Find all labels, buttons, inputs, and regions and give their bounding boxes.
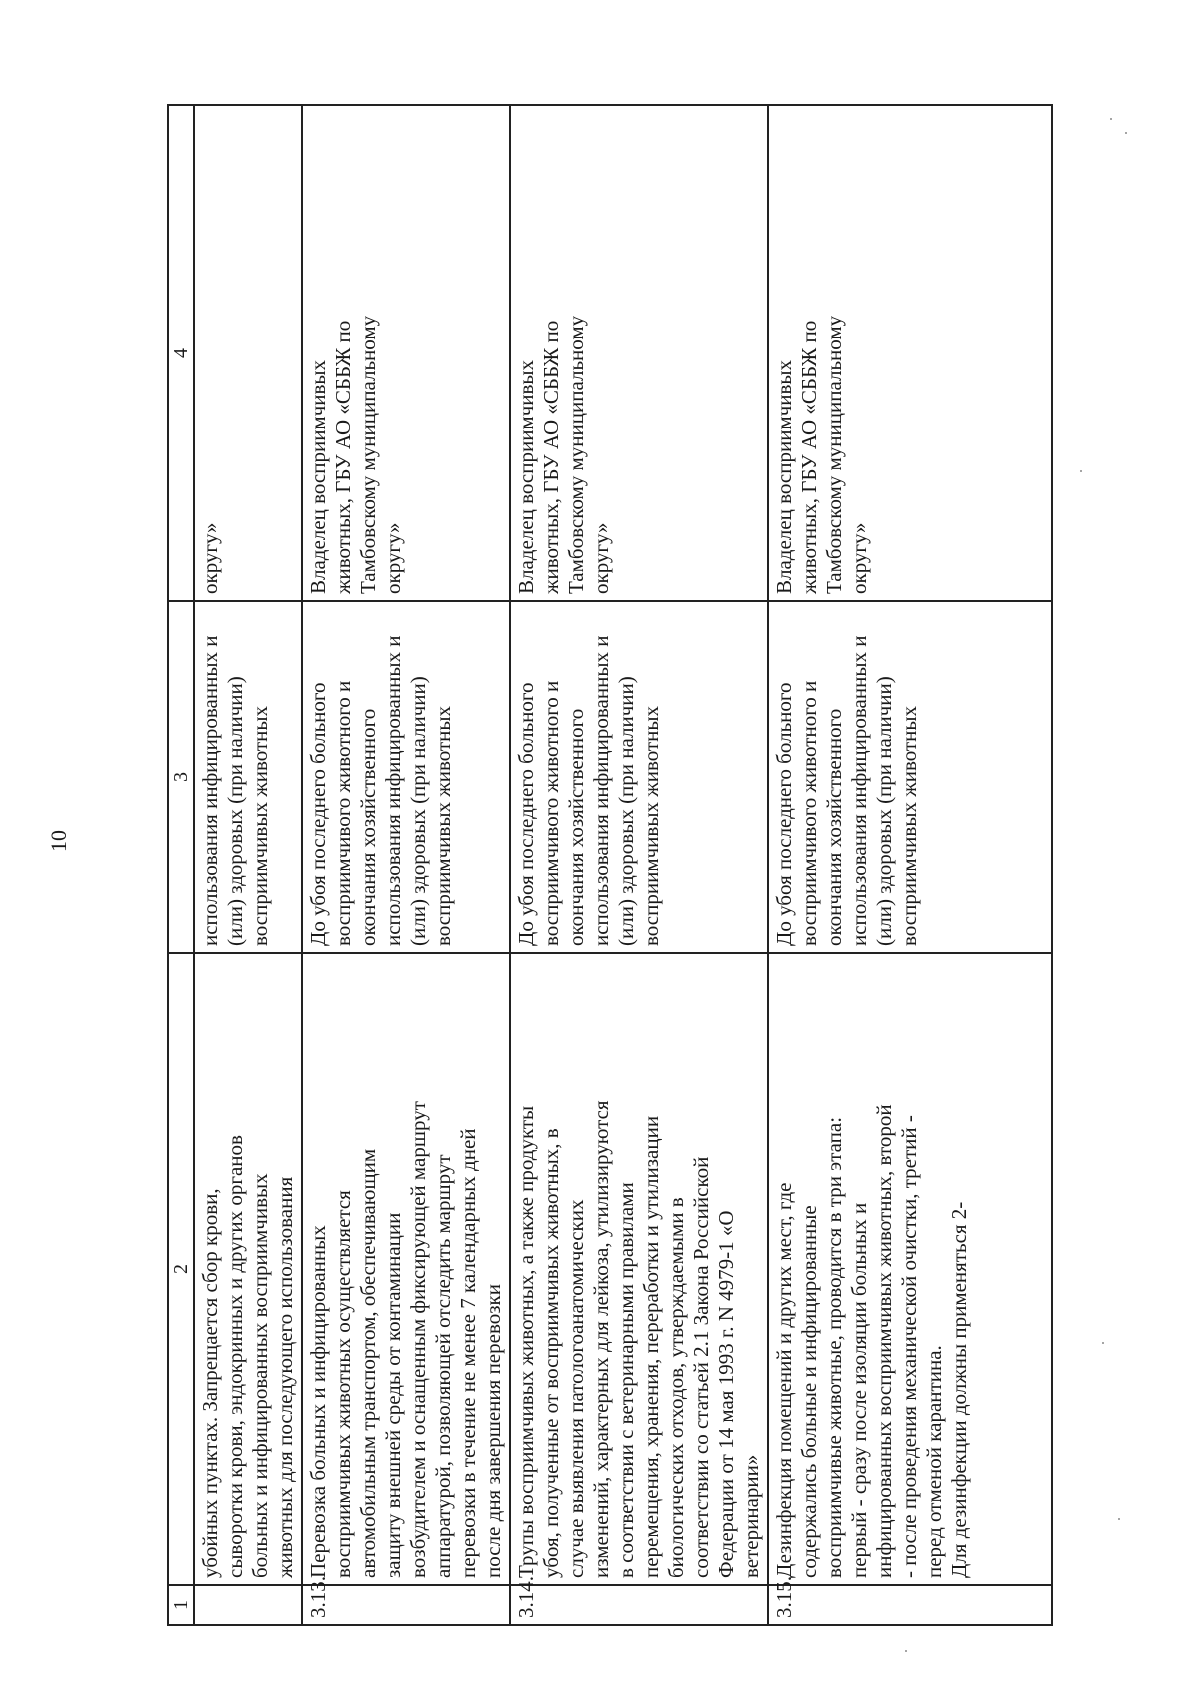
responsible-cell: Владелец восприимчивых животных, ГБУ АО «СББЖ по Тамбовскому муниципальному округу» xyxy=(302,105,510,601)
column-header-4: 4 xyxy=(168,105,194,601)
scan-speck xyxy=(1118,1518,1120,1520)
row-number: 3.15. xyxy=(768,1585,1052,1625)
scan-speck xyxy=(905,1650,907,1652)
page-number: 10 xyxy=(46,830,71,852)
header-row xyxy=(168,105,194,1625)
scan-speck xyxy=(1080,470,1082,472)
scan-speck xyxy=(1110,118,1112,120)
column-header-1: 1 xyxy=(168,1585,194,1625)
responsible-cell: Владелец восприимчивых животных, ГБУ АО «СББЖ по Тамбовскому муниципальному округу» xyxy=(768,105,1052,601)
row-number: 3.14. xyxy=(510,1585,768,1625)
term-cell: До убоя последнего больного восприимчивого животного и окончания хозяйственного использования инфицированных и (или) здоровых (при наличии) восприимчивых животных xyxy=(768,601,1052,953)
term-cell: До убоя последнего больного восприимчивого животного и окончания хозяйственного использования инфицированных и (или) здоровых (при наличии) восприимчивых животных xyxy=(510,601,768,953)
term-cell: До убоя последнего больного восприимчивого животного и окончания хозяйственного использования инфицированных и (или) здоровых (при наличии) восприимчивых животных xyxy=(302,601,510,953)
table-row xyxy=(768,105,1052,1625)
scan-speck xyxy=(1125,132,1127,134)
column-header-2: 2 xyxy=(168,953,194,1585)
row-number xyxy=(194,1585,302,1625)
measure-cell: Дезинфекция помещений и других мест, где содержались больные и инфицированные восприимчивые животные, проводится в три этапа: первый - сразу после изоляции больных и инфицированных восприимчивых животных, второй - после проведения механической очистки, третий - перед отменой карантина. Для дезинфекции должны применяться 2- xyxy=(768,953,1052,1585)
measures-table xyxy=(167,104,1053,1626)
scan-speck xyxy=(1102,1342,1104,1344)
term-cell: использования инфицированных и (или) здоровых (при наличии) восприимчивых животных xyxy=(194,601,302,953)
row-number: 3.13. xyxy=(302,1585,510,1625)
table-row xyxy=(510,105,768,1625)
table-row xyxy=(302,105,510,1625)
responsible-cell: округу» xyxy=(194,105,302,601)
measures-table-rotated xyxy=(167,106,1053,1626)
measure-cell: Трупы восприимчивых животных, а также продукты убоя, полученные от восприимчивых животных, в случае выявления патологоанатомических изменений, характерных для лейкоза, утилизируются в соответствии с ветеринарными правилами перемещения, хранения, переработки и утилизации биологических отходов, утверждаемыми в соответствии со статьей 2.1 Закона Российской Федерации от 14 мая 1993 г. N 4979-1 «О ветеринарии» xyxy=(510,953,768,1585)
table-row xyxy=(194,105,302,1625)
measure-cell: Перевозка больных и инфицированных восприимчивых животных осуществляется автомобильным транспортом, обеспечивающим защиту внешней среды от контаминации возбудителем и оснащенным фиксирующей маршрут аппаратурой, позволяющей отследить маршрут перевозки в течение не менее 7 календарных дней после дня завершения перевозки xyxy=(302,953,510,1585)
measure-cell: убойных пунктах. Запрещается сбор крови, сыворотки крови, эндокринных и других органов больных и инфицированных восприимчивых животных для последующего использования xyxy=(194,953,302,1585)
responsible-cell: Владелец восприимчивых животных, ГБУ АО «СББЖ по Тамбовскому муниципальному округу» xyxy=(510,105,768,601)
column-header-3: 3 xyxy=(168,601,194,953)
